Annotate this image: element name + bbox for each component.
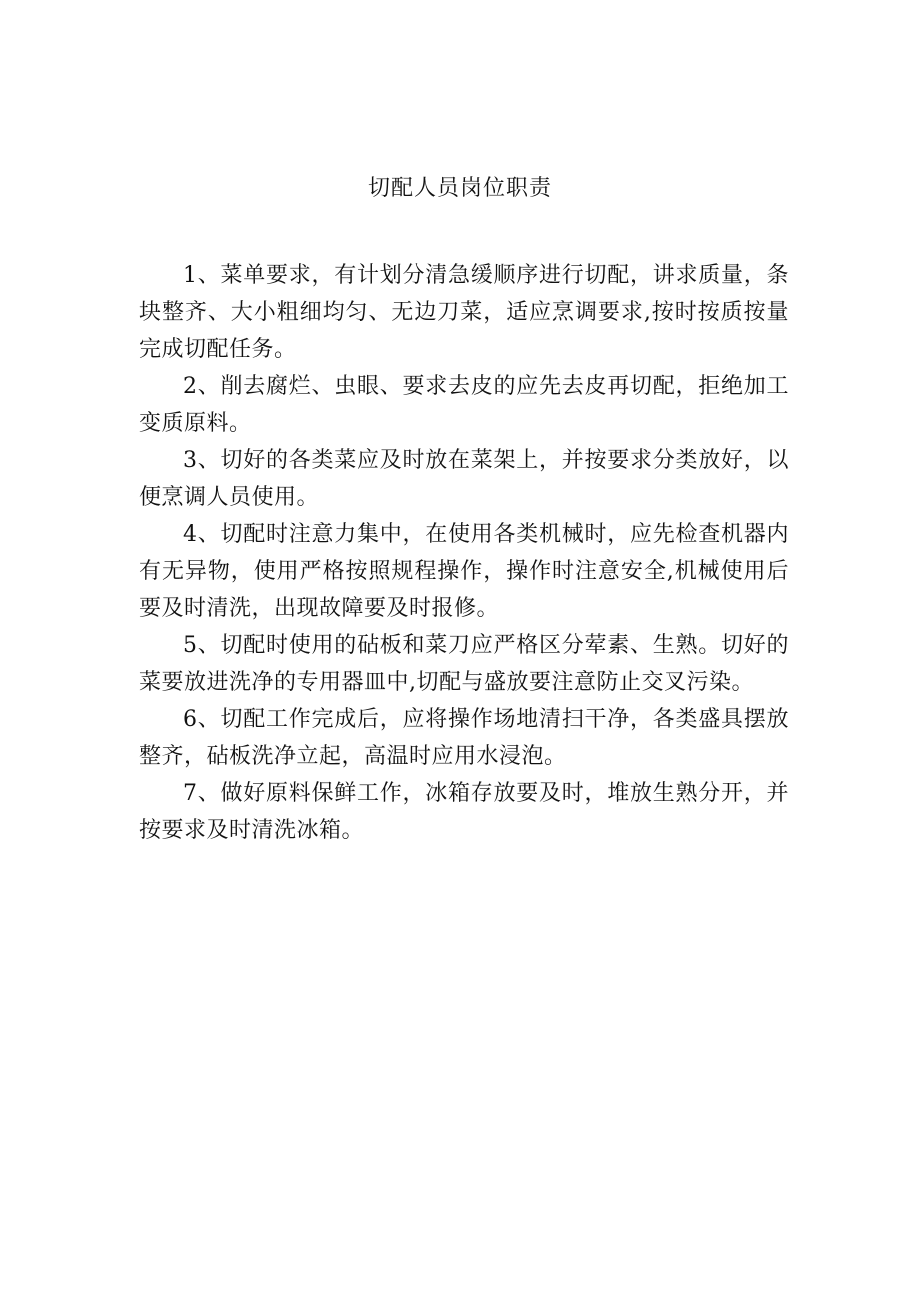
paragraph-2: 2、削去腐烂、虫眼、要求去皮的应先去皮再切配，拒绝加工变质原料。 <box>139 374 789 436</box>
paragraph-7: 7、做好原料保鲜工作，冰箱存放要及时，堆放生熟分开，并按要求及时清洗冰箱。 <box>139 781 789 843</box>
document-title: 切配人员岗位职责 <box>367 176 552 201</box>
paragraph-4: 4、切配时注意力集中，在使用各类机械时，应先检查机器内有无异物，使用严格按照规程操作，操作时注意安全,机械使用后要及时清洗，出现故障要及时报修。 <box>139 522 789 621</box>
paragraph-1: 1、菜单要求，有计划分清急缓顺序进行切配，讲求质量，条块整齐、大小粗细均匀、无边刀菜，适应烹调要求,按时按质按量完成切配任务。 <box>139 263 789 362</box>
document-body <box>139 257 789 849</box>
paragraph-5: 5、切配时使用的砧板和菜刀应严格区分荤素、生熟。切好的菜要放进洗净的专用器皿中,切配与盛放要注意防止交叉污染。 <box>139 633 789 695</box>
paragraph-6: 6、切配工作完成后，应将操作场地清扫干净，各类盛具摆放整齐，砧板洗净立起，高温时应用水浸泡。 <box>139 707 789 769</box>
paragraph-3: 3、切好的各类菜应及时放在菜架上，并按要求分类放好，以便烹调人员使用。 <box>139 448 789 510</box>
